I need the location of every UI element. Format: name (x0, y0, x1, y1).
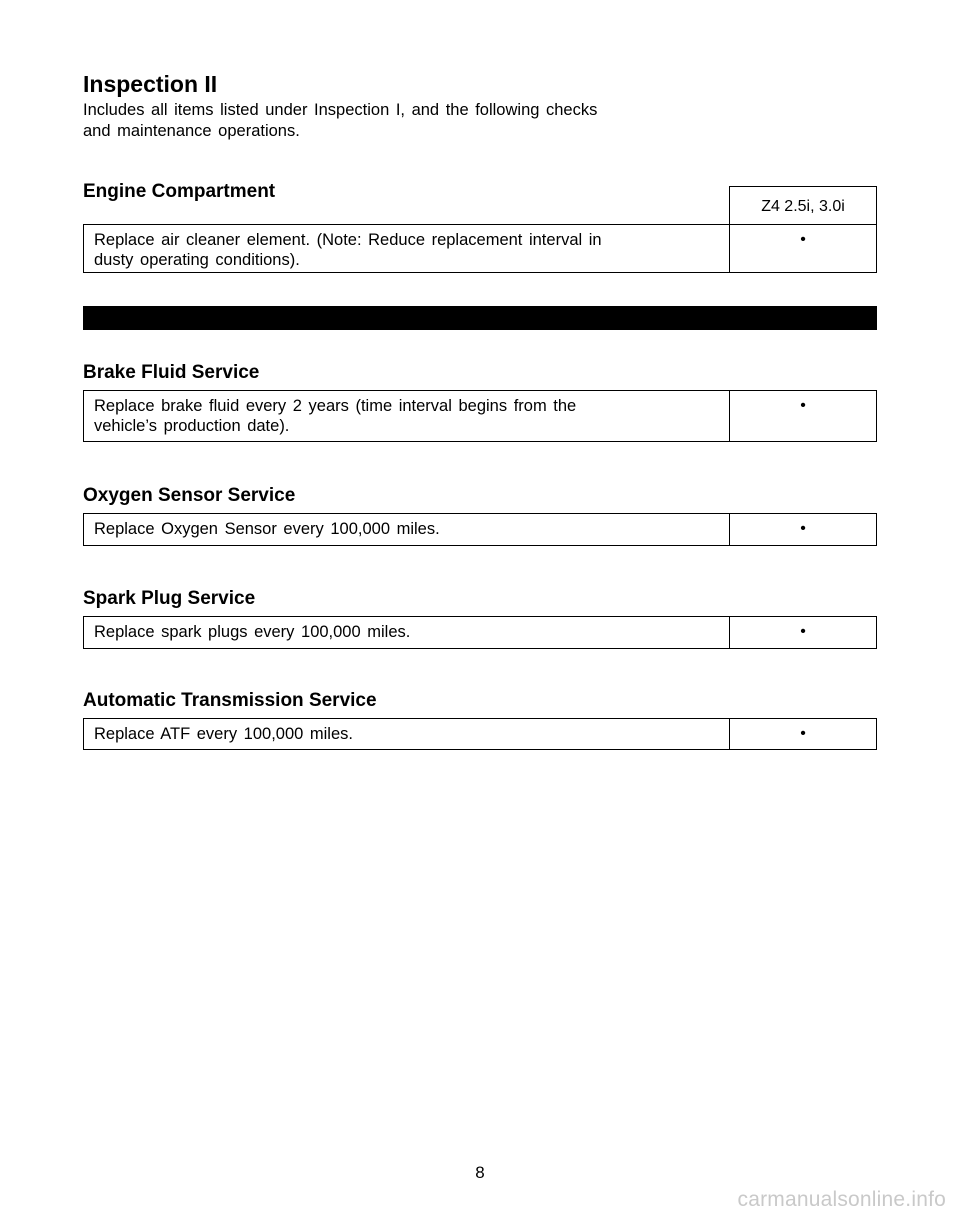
item-description (84, 225, 730, 272)
item-line-2: dusty operating conditions). (94, 251, 300, 269)
intro-line-2: and maintenance operations. (83, 122, 300, 140)
section-heading-engine: Engine Compartment (83, 181, 276, 202)
page-title: Inspection II (83, 71, 218, 97)
item-description (84, 391, 730, 441)
applicability-bullet: • (800, 725, 806, 742)
applicability-bullet: • (800, 623, 806, 640)
item-line-1: Replace air cleaner element. (Note: Reduce replacement interval in (94, 231, 602, 249)
page-number: 8 (475, 1163, 485, 1182)
section-heading-atf: Automatic Transmission Service (83, 690, 377, 711)
table-row-brake (83, 390, 877, 442)
item-description: Replace spark plugs every 100,000 miles. (84, 617, 730, 648)
item-description: Replace Oxygen Sensor every 100,000 miles. (84, 514, 730, 545)
table-row-engine (83, 224, 877, 273)
section-heading-spark: Spark Plug Service (83, 588, 256, 609)
section-heading-oxygen: Oxygen Sensor Service (83, 485, 296, 506)
applicability-bullet: • (800, 231, 806, 248)
watermark: carmanualsonline.info (737, 1188, 946, 1211)
applicability-bullet: • (800, 520, 806, 537)
applicability-bullet: • (800, 397, 806, 414)
black-divider-bar (83, 306, 877, 330)
item-line-1: Replace brake fluid every 2 years (time interval begins from the (94, 397, 577, 415)
item-description: Replace ATF every 100,000 miles. (84, 719, 730, 749)
intro-text (83, 100, 683, 142)
intro-line-1: Includes all items listed under Inspection I, and the following checks (83, 101, 598, 119)
table-row-oxygen (83, 513, 877, 546)
section-heading-brake: Brake Fluid Service (83, 362, 260, 383)
table-row-spark (83, 616, 877, 649)
item-line-2: vehicle’s production date). (94, 417, 290, 435)
table-row-atf (83, 718, 877, 750)
column-header-model: Z4 2.5i, 3.0i (729, 186, 877, 224)
